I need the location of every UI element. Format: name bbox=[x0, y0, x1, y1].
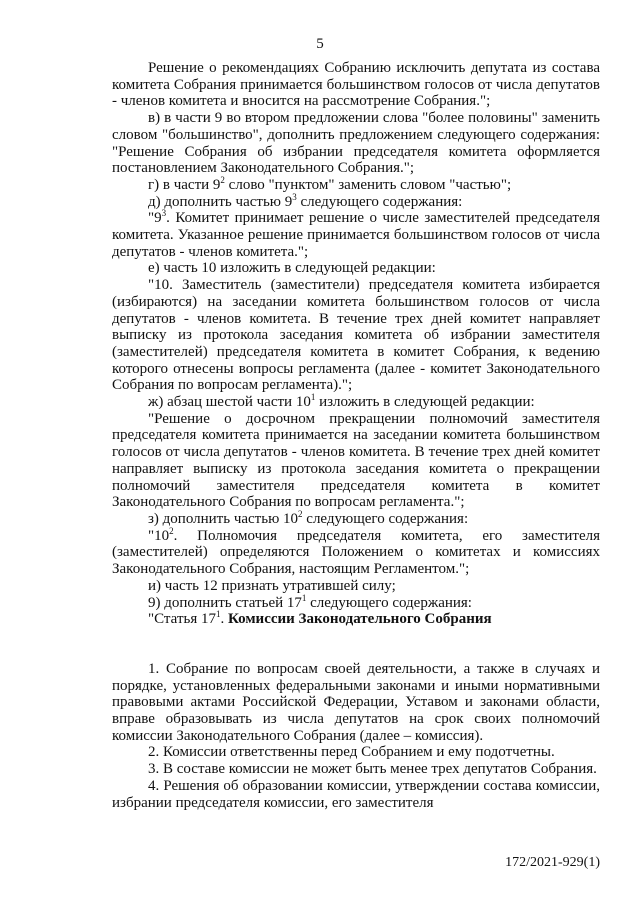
paragraph-text: следующего содержания: bbox=[296, 193, 463, 210]
superscript: 2 bbox=[220, 174, 225, 185]
paragraph-text: "9 bbox=[148, 210, 162, 227]
paragraph: 4. Решения об образовании комиссии, утверждении состава комиссии, избрании председателя комиссии, его заместителя bbox=[112, 777, 600, 811]
superscript: 1 bbox=[301, 592, 307, 603]
paragraph-text: . bbox=[220, 611, 228, 628]
paragraph bbox=[112, 525, 600, 578]
paragraph: Решение о рекомендациях Собранию исключить депутата из состава комитета Собрания принимается большинством голосов от числа депутатов - членов комитета и вносится на рассмотрение Собрания."; bbox=[112, 60, 600, 110]
superscript: 1 bbox=[215, 609, 221, 620]
paragraph bbox=[112, 174, 600, 194]
paragraph: "10. Заместитель (заместители) председателя комитета избирается (избираются) на заседании комитета большинством голосов от числа депутатов - членов комитета. В течение трех дней комитет направляет выписку из протокола заседания комитета об избрании заместителя (заместителей) председателя комитета в комитет Собрания, к ведению которого отнесены вопросы регламента (далее - комитет Законодательного Собрания по вопросам регламента)."; bbox=[112, 277, 600, 394]
superscript: 2 bbox=[169, 525, 174, 536]
paragraph-text: изложить в следующей редакции: bbox=[315, 394, 535, 411]
paragraph bbox=[112, 394, 600, 411]
superscript: 3 bbox=[161, 208, 167, 219]
paragraph-text: з) дополнить частью 10 bbox=[148, 510, 299, 527]
paragraph: в) в части 9 во втором предложении слова "более половины" заменить словом "большинство", дополнить предложением следующего содержания: "Решение Собрания об избрании председателя комитета оформляется постановлением Законодательного Собрания."; bbox=[112, 110, 600, 177]
paragraph: "Решение о досрочном прекращении полномочий заместителя председателя комитета принимается на заседании комитета большинством голосов от числа депутатов - членов комитета. В течение трех дней комитет направляет выписку из протокола заседания комитета о прекращении полномочий заместителя председателя комитета в комитет Законодательного Собрания по вопросам регламента."; bbox=[112, 410, 600, 511]
paragraph bbox=[112, 508, 600, 528]
paragraph bbox=[112, 592, 600, 612]
document-id: 172/2021-929(1) bbox=[505, 855, 600, 870]
paragraph: 3. В составе комиссии не может быть менее трех депутатов Собрания. bbox=[148, 761, 597, 778]
paragraph-text: следующего содержания: bbox=[302, 510, 469, 527]
paragraph-text: . Комитет принимает решение о числе заместителей председателя комитета. Указанное решение принимается большинством голосов от числа депутатов - членов комитета."; bbox=[112, 210, 600, 260]
paragraph bbox=[112, 611, 600, 628]
paragraph: 1. Собрание по вопросам своей деятельности, а также в случаях и порядке, установленных федеральными законами и иными нормативными правовыми актами Российской Федерации, Уставом и законами области, вправе образовывать из числа депутатов на срок своих полномочий комиссии Законодательного Собрания (далее – комиссия). bbox=[112, 660, 600, 744]
paragraph bbox=[112, 191, 600, 211]
superscript: 1 bbox=[310, 392, 316, 403]
paragraph: и) часть 12 признать утратившей силу; bbox=[148, 577, 396, 594]
paragraph: е) часть 10 изложить в следующей редакции: bbox=[148, 260, 436, 277]
superscript: 2 bbox=[298, 508, 303, 519]
document-body bbox=[112, 60, 600, 811]
paragraph: 2. Комиссии ответственны перед Собранием и ему подотчетны. bbox=[148, 744, 555, 761]
paragraph-text: . Полномочия председателя комитета, его заместителя (заместителей) определяются Положением о комитетах и комиссиях Законодательного Собрания, настоящим Регламентом."; bbox=[112, 527, 600, 578]
paragraph-text: г) в части 9 bbox=[148, 176, 221, 193]
article-heading: Комиссии Законодательного Собрания bbox=[227, 611, 492, 628]
paragraph-text: "Статья 17 bbox=[148, 611, 216, 628]
paragraph-text: слово "пунктом" заменить словом "частью"; bbox=[224, 176, 512, 193]
page-number: 5 bbox=[316, 36, 324, 52]
superscript: 3 bbox=[292, 191, 297, 202]
paragraph-text: ж) абзац шестой части 10 bbox=[148, 394, 311, 411]
paragraph-text: д) дополнить частью 9 bbox=[148, 193, 293, 210]
paragraph bbox=[112, 210, 600, 260]
paragraph-gap bbox=[112, 628, 600, 661]
paragraph-text: следующего содержания: bbox=[306, 594, 472, 611]
paragraph-text: 9) дополнить статьей 17 bbox=[148, 594, 302, 611]
paragraph-text: "10 bbox=[148, 527, 170, 544]
